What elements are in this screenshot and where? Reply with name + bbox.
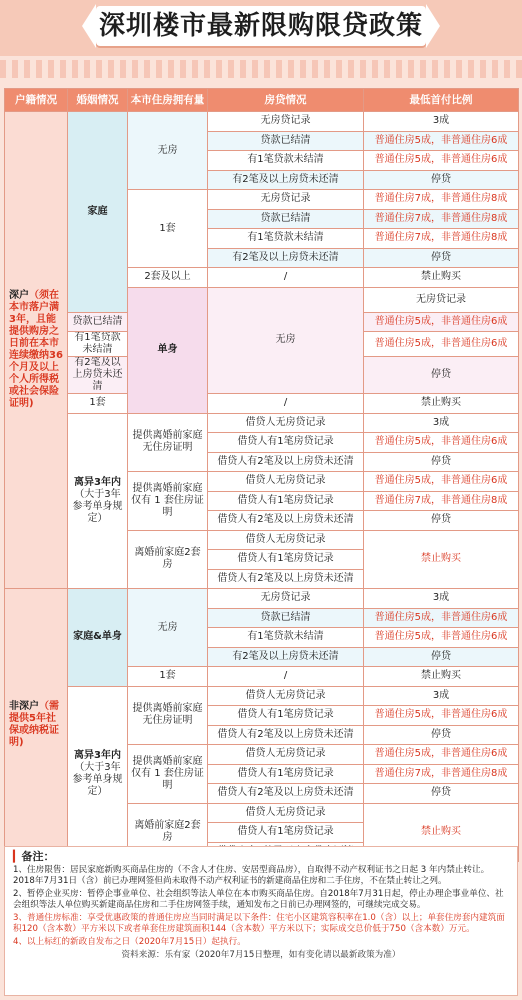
loan-cell: 贷款已结清 bbox=[68, 312, 128, 332]
loan-cell: 借贷人有2笔及以上房贷未还清 bbox=[208, 569, 364, 589]
note-3: 3、普通住房标准：享受优惠政策的普通住房应当同时满足以下条件：住宅小区建筑容积率在1.0（含）以上；单套住房套内建筑面积120（含本数）平方米以下或者单套住房建筑面积144（含本数）平方米以下；实际成交总价低于750（含本数）万元。 bbox=[13, 912, 505, 934]
loan-cell: 无房贷记录 bbox=[364, 287, 519, 312]
loan-cell: 借贷人有1笔房贷记录 bbox=[208, 764, 364, 784]
loan-cell: 无房贷记录 bbox=[208, 112, 364, 132]
loan-cell: / bbox=[208, 394, 364, 414]
loan-cell: 借贷人无房贷记录 bbox=[208, 413, 364, 433]
ratio-cell: 普通住房5成，非普通住房6成 bbox=[364, 312, 519, 332]
loan-cell: 贷款已结清 bbox=[208, 131, 364, 151]
housing-one: 1套 bbox=[128, 667, 208, 687]
marriage-family: 家庭 bbox=[68, 112, 128, 313]
table-row bbox=[5, 413, 519, 433]
loan-cell: 有1笔贷款未结清 bbox=[208, 628, 364, 648]
ratio-cell: 普通住房5成，非普通住房6成 bbox=[364, 433, 519, 453]
housing-divorce-two: 离婚前家庭2套房 bbox=[128, 530, 208, 589]
note-2: 2、暂停企业买房：暂停企事业单位、社会组织等法人单位在本市购买商品住房。自2018年7月31日起，停止办理企事业单位、社会组织等法人单位购买新建商品住房和二手住房网签手续，通知发布之日前已办理网签的，可继续完成交易。 bbox=[13, 888, 504, 910]
ratio-cell: 3成 bbox=[364, 413, 519, 433]
ratio-cell: 普通住房7成，非普通住房8成 bbox=[364, 209, 519, 229]
loan-cell: 借贷人有1笔房贷记录 bbox=[208, 823, 364, 843]
hukou-feishenhu: 非深户（需提供5年社保或纳税证明) bbox=[5, 589, 68, 862]
ratio-cell: 停贷 bbox=[364, 170, 519, 190]
housing-none: 无房 bbox=[128, 589, 208, 667]
ratio-cell: 3成 bbox=[364, 112, 519, 132]
loan-cell: 借贷人有2笔及以上房贷未还清 bbox=[208, 452, 364, 472]
ratio-cell: 禁止购买 bbox=[364, 803, 519, 862]
loan-cell: 有2笔及以上房贷未还清 bbox=[208, 647, 364, 667]
loan-cell: 有1笔贷款未结清 bbox=[68, 332, 128, 357]
table-row bbox=[5, 394, 519, 414]
hukou-shenhu: 深户（须在本市落户满3年，且能提供购房之日前在本市连续缴纳36个月及以上个人所得税或社会保险证明) bbox=[5, 112, 68, 589]
loan-cell: 借贷人有2笔及以上房贷未还清 bbox=[208, 784, 364, 804]
ratio-cell: 普通住房5成，非普通住房6成 bbox=[364, 706, 519, 726]
loan-cell: 借贷人无房贷记录 bbox=[208, 686, 364, 706]
loan-cell: 有1笔贷款未结清 bbox=[208, 151, 364, 171]
ratio-cell: 停贷 bbox=[364, 647, 519, 667]
header-loan: 房贷情况 bbox=[208, 89, 364, 112]
loan-cell: 借贷人有2笔及以上房贷未还清 bbox=[208, 511, 364, 531]
page-title: 深圳楼市最新限购限贷政策 bbox=[96, 6, 426, 46]
ratio-cell: 禁止购买 bbox=[364, 530, 519, 589]
housing-divorce-none: 提供离婚前家庭无住房证明 bbox=[128, 686, 208, 745]
housing-two-plus: 2套及以上 bbox=[128, 268, 208, 288]
header-hukou: 户籍情况 bbox=[5, 89, 68, 112]
ratio-cell: 3成 bbox=[364, 589, 519, 609]
ratio-cell: 禁止购买 bbox=[364, 394, 519, 414]
loan-cell: 无房贷记录 bbox=[208, 190, 364, 210]
loan-cell: 贷款已结清 bbox=[208, 209, 364, 229]
header-housing: 本市住房拥有量 bbox=[128, 89, 208, 112]
ratio-cell: 普通住房7成，非普通住房8成 bbox=[364, 190, 519, 210]
loan-cell: 借贷人无房贷记录 bbox=[208, 472, 364, 492]
housing-divorce-one: 提供离婚前家庭仅有 1 套住房证明 bbox=[128, 745, 208, 804]
table-row bbox=[5, 112, 519, 132]
notes-box bbox=[4, 846, 518, 996]
loan-cell: 借贷人有1笔房贷记录 bbox=[208, 433, 364, 453]
ratio-cell: 停贷 bbox=[364, 248, 519, 268]
housing-none: 无房 bbox=[208, 287, 364, 394]
note-1: 1、住房限售：居民家庭新购买商品住房的（不含人才住房、安居型商品房），自取得不动产权利证书之日起 3 年内禁止转让。2018年7月31日（含）前已办理网签但尚未取得不动产权利证书的新建商品住房和二手住房，不在禁止转让之列。 bbox=[13, 864, 490, 886]
table-header-row bbox=[5, 89, 519, 112]
loan-cell: 有2笔及以上房贷未还清 bbox=[68, 357, 128, 394]
loan-cell: 有2笔及以上房贷未还清 bbox=[208, 248, 364, 268]
header-ratio: 最低首付比例 bbox=[364, 89, 519, 112]
ratio-cell: 停贷 bbox=[364, 357, 519, 394]
table-row bbox=[5, 686, 519, 706]
ratio-cell: 普通住房7成，非普通住房8成 bbox=[364, 764, 519, 784]
ratio-cell: 停贷 bbox=[364, 511, 519, 531]
loan-cell: / bbox=[208, 667, 364, 687]
housing-none: 无房 bbox=[128, 112, 208, 190]
header-marriage: 婚姻情况 bbox=[68, 89, 128, 112]
notes-heading: ▎备注： bbox=[13, 850, 55, 863]
loan-cell: 借贷人无房贷记录 bbox=[208, 803, 364, 823]
decorative-stripe bbox=[0, 60, 522, 78]
ratio-cell: 普通住房5成，非普通住房6成 bbox=[364, 332, 519, 357]
ratio-cell: 普通住房5成，非普通住房6成 bbox=[364, 608, 519, 628]
housing-one: 1套 bbox=[68, 394, 128, 414]
housing-divorce-none: 提供离婚前家庭无住房证明 bbox=[128, 413, 208, 472]
source-text: 资料来源：乐有家（2020年7月15日整理，如有变化请以最新政策为准） bbox=[121, 950, 401, 960]
ratio-cell: 禁止购买 bbox=[364, 667, 519, 687]
ratio-cell: 普通住房5成，非普通住房6成 bbox=[364, 745, 519, 765]
ratio-cell: 禁止购买 bbox=[364, 268, 519, 288]
note-4: 4、以上标红的新政自发布之日（2020年7月15日）起执行。 bbox=[13, 936, 246, 947]
loan-cell: 无房贷记录 bbox=[208, 589, 364, 609]
loan-cell: 有1笔贷款未结清 bbox=[208, 229, 364, 249]
loan-cell: 借贷人无房贷记录 bbox=[208, 530, 364, 550]
loan-cell: 借贷人有2笔及以上房贷未还清 bbox=[208, 725, 364, 745]
ratio-cell: 普通住房5成，非普通住房6成 bbox=[364, 472, 519, 492]
ratio-cell: 停贷 bbox=[364, 725, 519, 745]
table-row bbox=[5, 589, 519, 609]
loan-cell: 借贷人有1笔房贷记录 bbox=[208, 491, 364, 511]
loan-cell: 借贷人有1笔房贷记录 bbox=[208, 550, 364, 570]
marriage-family-single: 家庭&单身 bbox=[68, 589, 128, 687]
loan-cell: 借贷人无房贷记录 bbox=[208, 745, 364, 765]
marriage-divorced: 离异3年内 （大于3年参考单身规定） bbox=[68, 413, 128, 589]
ratio-cell: 普通住房5成，非普通住房6成 bbox=[364, 151, 519, 171]
ratio-cell: 停贷 bbox=[364, 784, 519, 804]
housing-one: 1套 bbox=[128, 190, 208, 268]
loan-cell: 贷款已结清 bbox=[208, 608, 364, 628]
loan-cell: / bbox=[208, 268, 364, 288]
marriage-single: 单身 bbox=[128, 287, 208, 413]
housing-divorce-two: 离婚前家庭2套房 bbox=[128, 803, 208, 862]
ratio-cell: 普通住房7成，非普通住房8成 bbox=[364, 229, 519, 249]
housing-divorce-one: 提供离婚前家庭仅有 1 套住房证明 bbox=[128, 472, 208, 531]
marriage-divorced: 离异3年内 （大于3年参考单身规定） bbox=[68, 686, 128, 862]
loan-cell: 有2笔及以上房贷未还清 bbox=[208, 170, 364, 190]
policy-table bbox=[4, 88, 519, 862]
ratio-cell: 普通住房5成，非普通住房6成 bbox=[364, 628, 519, 648]
ratio-cell: 停贷 bbox=[364, 452, 519, 472]
loan-cell: 借贷人有1笔房贷记录 bbox=[208, 706, 364, 726]
ratio-cell: 普通住房5成，非普通住房6成 bbox=[364, 131, 519, 151]
ratio-cell: 普通住房7成，非普通住房8成 bbox=[364, 491, 519, 511]
ratio-cell: 3成 bbox=[364, 686, 519, 706]
